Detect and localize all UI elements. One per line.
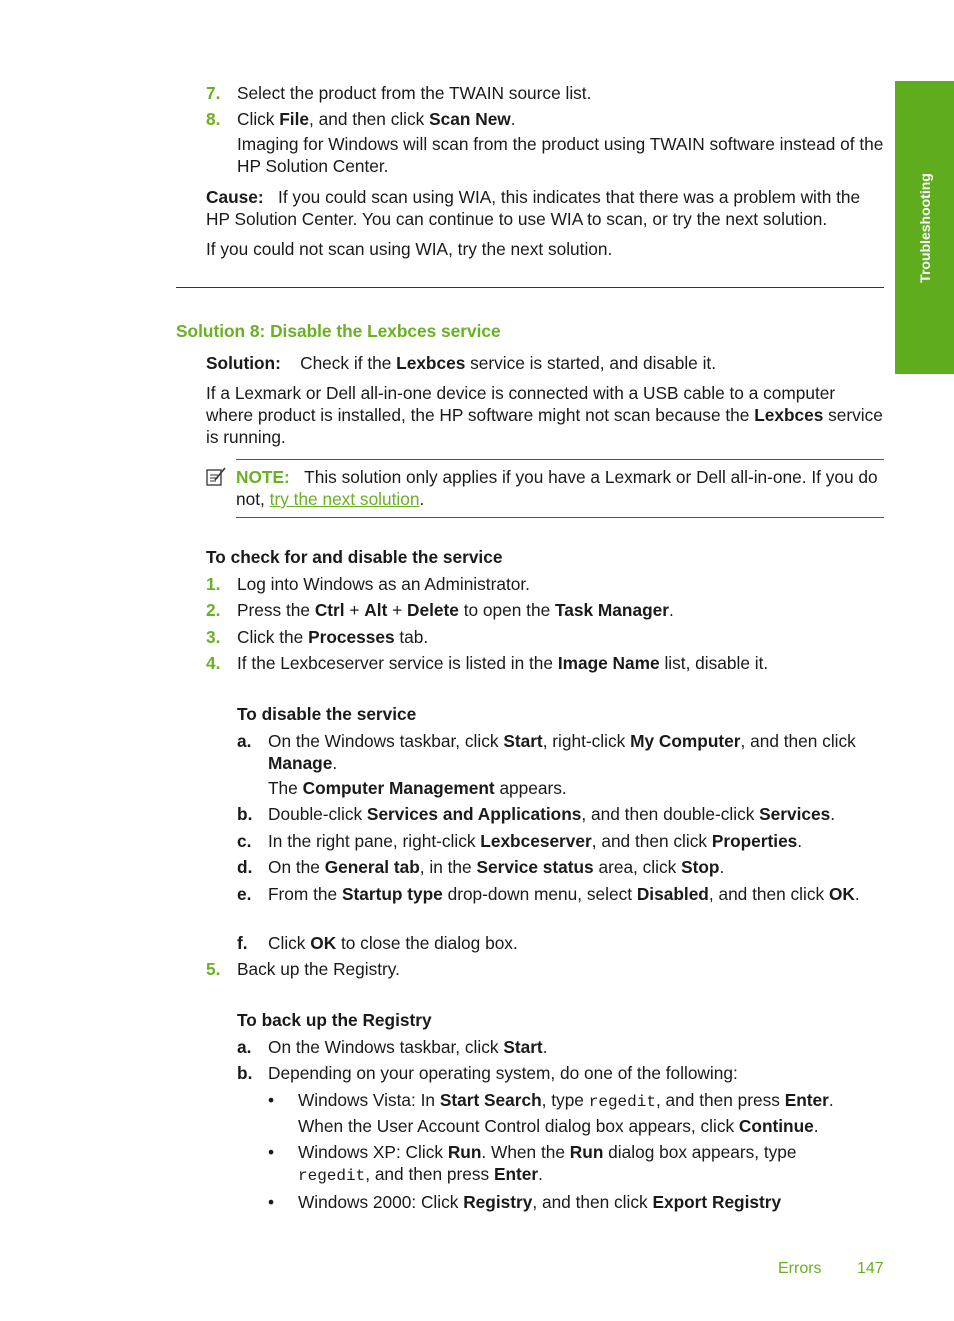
page-number: 147 <box>857 1260 884 1277</box>
bullet-text-vista: Windows Vista: In Start Search, type regedit, and then press Enter. <box>298 1090 834 1111</box>
substep-letter: c. <box>237 831 252 851</box>
cause-followup: If you could not scan using WIA, try the next solution. <box>206 239 613 259</box>
step-text: Select the product from the TWAIN source list. <box>237 83 592 103</box>
side-tab <box>895 81 954 374</box>
substep-letter: b. <box>237 1063 253 1083</box>
step-number: 7. <box>206 83 221 103</box>
substep-text: Depending on your operating system, do one of the following: <box>268 1063 738 1083</box>
procedure-heading: To check for and disable the service <box>206 547 503 567</box>
substep-detail: The Computer Management appears. <box>268 778 567 798</box>
substep-text: In the right pane, right-click Lexbceserver, and then click Properties. <box>268 831 803 851</box>
step-text: Click the Processes tab. <box>237 627 429 647</box>
step-number: 2. <box>206 600 221 620</box>
sub-procedure-heading: To back up the Registry <box>237 1010 432 1030</box>
step-detail: Imaging for Windows will scan from the product using TWAIN software instead of the HP Solution Center. <box>237 134 884 176</box>
substep-letter: b. <box>237 804 253 824</box>
step-text: Press the Ctrl + Alt + Delete to open the Task Manager. <box>237 600 674 620</box>
bullet: • <box>268 1192 275 1212</box>
next-solution-link[interactable]: try the next solution <box>269 489 420 509</box>
footer-section: Errors <box>778 1260 822 1277</box>
substep-letter: a. <box>237 731 252 751</box>
sub-procedure-heading: To disable the service <box>237 704 417 724</box>
bullet: • <box>268 1142 275 1162</box>
note-icon <box>205 466 227 488</box>
note-bottom-rule <box>236 517 884 518</box>
step-number: 1. <box>206 574 221 594</box>
bullet-text-2000: Windows 2000: Click Registry, and then click Export Registry <box>298 1192 782 1212</box>
step-text: Click File, and then click Scan New. <box>237 109 516 129</box>
substep-letter: d. <box>237 857 253 877</box>
step-text: Log into Windows as an Administrator. <box>237 574 530 594</box>
cause-paragraph: Cause: If you could scan using WIA, this indicates that there was a problem with the HP Solution Center. You can continue to use WIA to scan, or try the next solution. <box>206 187 861 229</box>
substep-text: On the General tab, in the Service status area, click Stop. <box>268 857 725 877</box>
bullet-detail-vista: When the User Account Control dialog box appears, click Continue. <box>298 1116 819 1136</box>
step-number: 5. <box>206 959 221 979</box>
substep-text: On the Windows taskbar, click Start, right-click My Computer, and then click Manage. <box>268 731 856 773</box>
step-text: If the Lexbceserver service is listed in the Image Name list, disable it. <box>237 653 769 673</box>
substep-text: Click OK to close the dialog box. <box>268 933 518 953</box>
step-number: 3. <box>206 627 221 647</box>
step-number: 4. <box>206 653 221 673</box>
solution-explanation: If a Lexmark or Dell all-in-one device is connected with a USB cable to a computer where product is installed, the HP software might not scan because the Lexbces service is running. <box>206 383 883 447</box>
solution-paragraph: Solution: Check if the Lexbces service is started, and disable it. <box>206 353 717 373</box>
code-regedit: regedit <box>298 1167 366 1185</box>
solution-heading: Solution 8: Disable the Lexbces service <box>176 321 501 341</box>
substep-text: From the Startup type drop-down menu, select Disabled, and then click OK. <box>268 884 860 904</box>
substep-text: On the Windows taskbar, click Start. <box>268 1037 548 1057</box>
substep-text: Double-click Services and Applications, and then double-click Services. <box>268 804 836 824</box>
step-text: Back up the Registry. <box>237 959 400 979</box>
substep-letter: a. <box>237 1037 252 1057</box>
substep-letter: f. <box>237 933 248 953</box>
substep-letter: e. <box>237 884 252 904</box>
bullet-text-xp: Windows XP: Click Run. When the Run dialog box appears, type regedit, and then press Enter. <box>298 1142 797 1185</box>
step-number: 8. <box>206 109 221 129</box>
note-text: NOTE: This solution only applies if you have a Lexmark or Dell all-in-one. If you do not, try the next solution. <box>236 467 878 509</box>
note-top-rule <box>236 459 884 460</box>
bullet: • <box>268 1090 275 1110</box>
side-tab-label: Troubleshooting <box>916 172 933 283</box>
section-divider <box>176 287 884 288</box>
code-regedit: regedit <box>588 1093 656 1111</box>
